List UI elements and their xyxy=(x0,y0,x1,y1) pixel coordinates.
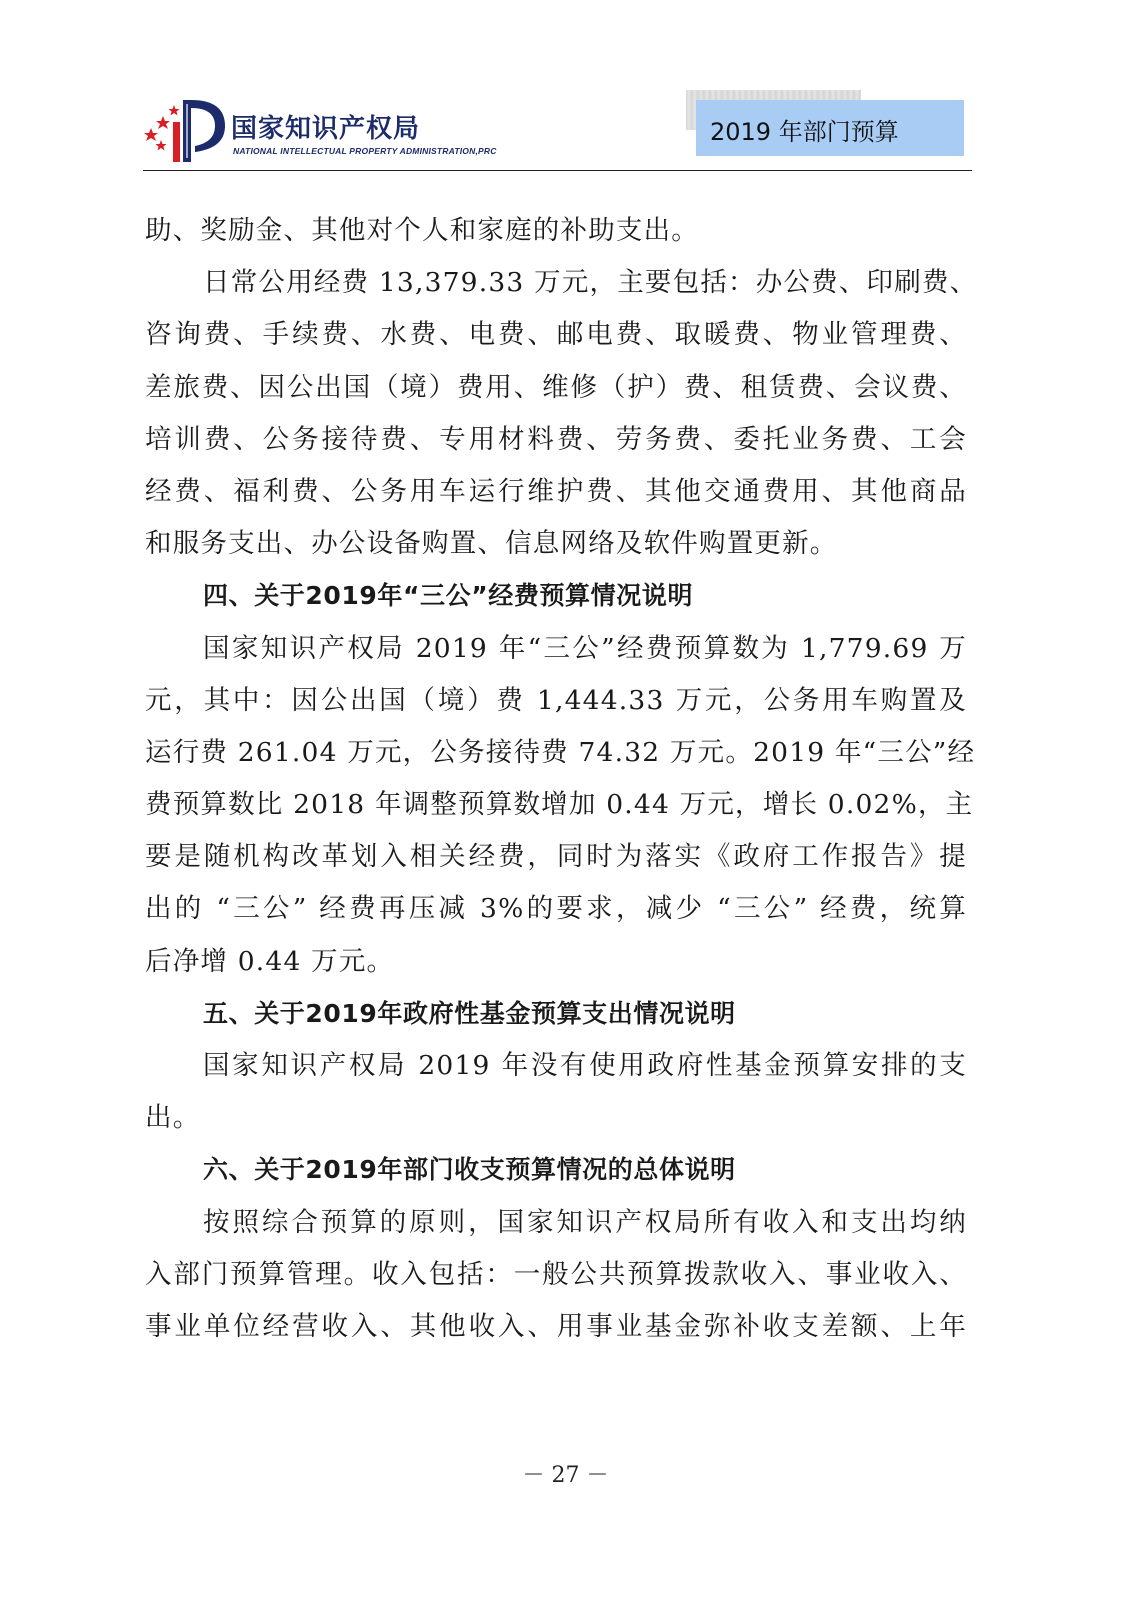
paragraph-line: 费预算数比 2018 年调整预算数增加 0.44 万元，增长 0.02%，主 xyxy=(145,789,974,821)
logo-red-bar xyxy=(173,122,180,162)
paragraph-line: 元，其中：因公出国（境）费 1,444.33 万元，公务用车购置及 xyxy=(145,684,967,716)
paragraph-line: 运行费 261.04 万元，公务接待费 74.32 万元。2019 年“三公”经 xyxy=(145,736,976,768)
paragraph-line: 日常公用经费 13,379.33 万元，主要包括：办公费、印刷费、 xyxy=(203,267,978,299)
section-heading: 六、关于2019年部门收支预算情况的总体说明 xyxy=(203,1155,736,1185)
logo-star xyxy=(144,128,158,141)
paragraph-line: 入部门预算管理。收入包括：一般公共预算拨款收入、事业收入、 xyxy=(145,1258,967,1290)
section-heading: 四、关于2019年“三公”经费预算情况说明 xyxy=(203,581,694,611)
paragraph-line: 助、奖励金、其他对个人和家庭的补助支出。 xyxy=(145,215,699,246)
paragraph-line: 经费、福利费、公务用车运行维护费、其他交通费用、其他商品 xyxy=(145,475,967,507)
page-header xyxy=(143,90,972,172)
section-heading: 五、关于2019年政府性基金预算支出情况说明 xyxy=(203,998,736,1028)
page-number: － 27 － xyxy=(522,1463,609,1488)
paragraph-line: 差旅费、因公出国（境）费用、维修（护）费、租赁费、会议费、 xyxy=(145,371,967,403)
paragraph-line: 咨询费、手续费、水费、电费、邮电费、取暖费、物业管理费、 xyxy=(145,319,967,351)
logo-blue-p xyxy=(183,100,225,162)
paragraph-line: 出。 xyxy=(145,1102,201,1134)
logo-star xyxy=(156,140,167,151)
paragraph-line: 按照综合预算的原则，国家知识产权局所有收入和支出均纳 xyxy=(203,1206,967,1238)
paragraph-line: 国家知识产权局 2019 年没有使用政府性基金预算安排的支 xyxy=(203,1050,967,1081)
paragraph-line: 要是随机构改革划入相关经费，同时为落实《政府工作报告》提 xyxy=(145,841,967,873)
paragraph-line: 后净增 0.44 万元。 xyxy=(145,945,395,977)
paragraph-line: 国家知识产权局 2019 年“三公”经费预算数为 1,779.69 万 xyxy=(203,632,967,664)
document-body xyxy=(145,205,978,1353)
paragraph-line: 和服务支出、办公设备购置、信息网络及软件购置更新。 xyxy=(145,528,838,560)
org-name-en: NATIONAL INTELLECTUAL PROPERTY ADMINISTRATION,PRC xyxy=(233,146,497,156)
paragraph-line: 培训费、公务接待费、专用材料费、劳务费、委托业务费、工会 xyxy=(145,423,967,455)
logo-star xyxy=(156,116,170,129)
logo-star xyxy=(169,105,180,116)
paragraph-line: 事业单位经营收入、其他收入、用事业基金弥补收支差额、上年 xyxy=(145,1310,967,1342)
org-name-cn: 国家知识产权局 xyxy=(231,114,421,144)
budget-label: 2019 年部门预算 xyxy=(710,118,899,146)
budget-label-box xyxy=(696,100,964,156)
paragraph-line: 出的 “三公” 经费再压减 3%的要求，减少 “三公” 经费，统算 xyxy=(145,893,967,925)
header-divider xyxy=(143,170,972,171)
